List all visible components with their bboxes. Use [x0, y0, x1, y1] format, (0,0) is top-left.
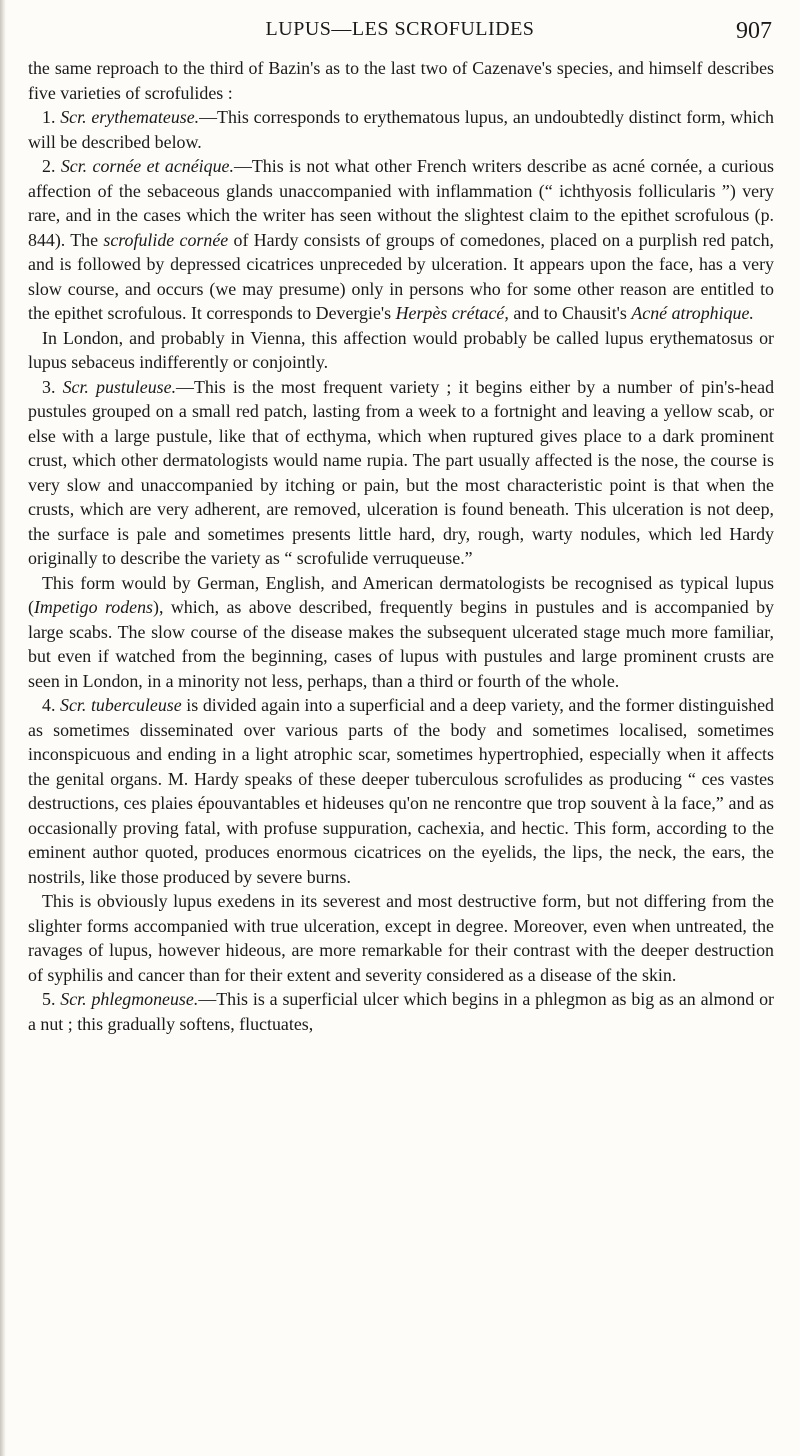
text-run: is divided again into a superficial and a deep variety, and the former distinguished as sometimes disseminated over various parts of the body and sometimes localised, sometimes inconspicuous and ending in a light atrophic scar, sometimes hypertrophied, especially when it affects the genital organs. M. Hardy speaks of these deeper tuberculous scrofulides as producing “ ces vastes destructions, ces plaies épouvantables et hideuses qu'on ne rencontre que trop souvent à la face,” and as occasionally proving fatal, with profuse suppuration, cachexia, and hectic. This form, according to the eminent author quoted, produces enormous cicatrices on the eyelids, the lips, the neck, the ears, the nostrils, like those produced by severe burns. [28, 695, 774, 887]
paragraph [28, 693, 774, 889]
paragraph [28, 987, 774, 1036]
text-run: 3. [42, 376, 63, 397]
text-run: This is obviously lupus exedens in its severest and most destructive form, but not differing from the slighter forms accompanied with true ulceration, except in degree. Moreover, even when untreated, the ravages of lupus, however hideous, are more remarkable for their contrast with the deeper destruction of syphilis and cancer than for their extent and severity considered as a disease of the skin. [28, 891, 774, 985]
italic-text: Scr. erythemateuse. [60, 107, 200, 127]
italic-text: Scr. cornée et acnéique. [60, 156, 234, 176]
italic-text: Scr. pustuleuse. [62, 376, 177, 397]
text-run: —This is the most frequent variety ; it begins either by a number of pin's-head pustules grouped on a small red patch, lasting from a week to a fortnight and leaving a yellow scab, or else with a large pustule, like that of ecthyma, which when ruptured gives place to a dark prominent crust, which other dermatologists would name rupia. The part usually affected is the nose, the course is very slow and unaccompanied by itching or pain, but the most characteristic point is that when the crusts, which are very adherent, are removed, ulceration is found beneath. This ulceration is not deep, the surface is pale and sometimes presents little hard, dry, rough, warty nodules, which led Hardy originally to describe the variety as “ scrofulide verruqueuse.” [28, 376, 775, 568]
text-run: ), which, as above described, frequently begins in pustules and is accompanied by large scabs. The slow course of the disease makes the subsequent ulcerated stage much more familiar, but even if watched from the beginning, cases of lupus with pustules and large prominent crusts are seen in London, in a minority not less, perhaps, than a third or fourth of the whole. [28, 597, 774, 691]
paragraph [28, 56, 774, 105]
spine-shadow [0, 0, 6, 1456]
text-run: 5. [42, 989, 61, 1009]
text-run: In London, and probably in Vienna, this affection would probably be called lupus erythematosus or lupus sebaceus indifferently or conjointly. [28, 327, 774, 372]
text-run: —This is a superficial ulcer which begins in a phlegmon as big as an almond or a nut ; this gradually softens, fluctuates, [28, 989, 774, 1034]
paragraph [28, 105, 774, 154]
paragraph [28, 154, 774, 326]
italic-text: Herpès crétacé, [395, 303, 509, 323]
italic-text: scrofulide cornée [103, 229, 229, 250]
italic-text: Acné atrophique. [631, 303, 754, 323]
text-run: and to Chausit's [508, 303, 632, 323]
italic-text: Impetigo rodens [33, 597, 154, 617]
paragraph [28, 889, 774, 987]
text-run: of Hardy consists of groups of comedones, placed on a purplish red patch, and is followed by depressed cicatrices unpreceded by ulceration. It appears upon the face, has a very slow course, and occurs (we may presume) only in persons who for some other reason are entitled to the epithet scrofulous. It corresponds to Devergie's [28, 229, 774, 323]
page-number: 907 [736, 18, 772, 44]
page-header [28, 18, 772, 44]
italic-text: Scr. phlegmoneuse. [60, 989, 199, 1009]
paragraph [28, 326, 774, 375]
body-text [28, 56, 774, 1036]
text-run: —This corresponds to erythematous lupus, an undoubtedly distinct form, which will be described below. [28, 107, 774, 152]
running-head: LUPUS—LES SCROFULIDES [265, 18, 535, 40]
italic-text: Scr. tuberculeuse [60, 695, 182, 715]
paragraph [28, 375, 774, 571]
text-run: 4. [42, 695, 61, 715]
text-run: —This is not what other French writers describe as acné cornée, a curious affection of the sebaceous glands unaccompanied with inflammation (“ ichthyosis follicularis ”) very rare, and in the cases which the writer has seen without the slightest claim to the epithet scrofulous (p. 844). The [28, 156, 775, 250]
paragraph [28, 571, 774, 694]
text-run: 2. [42, 156, 61, 176]
text-run: the same reproach to the third of Bazin's as to the last two of Cazenave's species, and himself describes five varieties of scrofulides : [28, 58, 774, 103]
text-run: This form would by German, English, and American dermatologists be recognised as typical lupus ( [28, 572, 774, 617]
text-run: 1. [42, 107, 61, 127]
